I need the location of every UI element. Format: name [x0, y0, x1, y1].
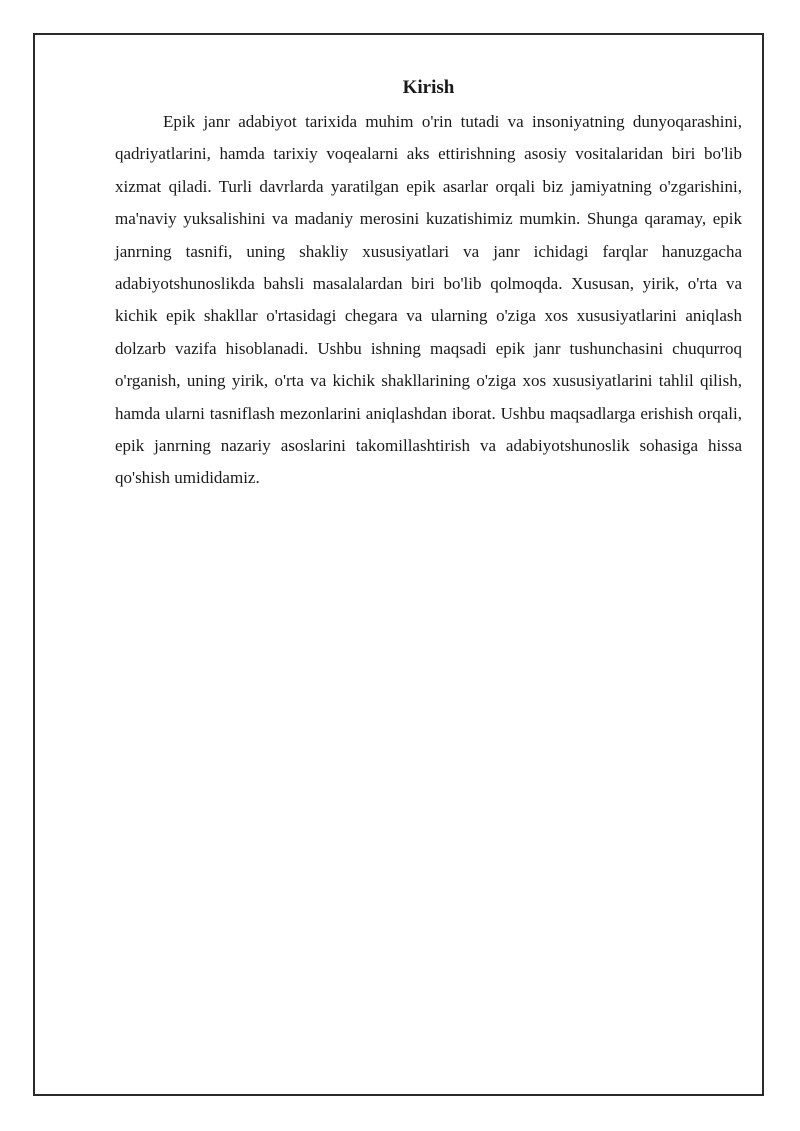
- document-body: [115, 74, 742, 495]
- document-title: Kirish: [402, 77, 455, 98]
- introduction-paragraph: Epik janr adabiyot tarixida muhim o'rin tutadi va insoniyatning dunyoqarashini, qadriyatlarini, hamda tarixiy voqealarni aks ettirishning asosiy vositalaridan biri bo'lib xizmat qiladi. Turli davrlarda yaratilgan epik asarlar orqali biz jamiyatning o'zgarishini, ma'naviy yuksalishini va madaniy merosini kuzatishimiz mumkin. Shunga qaramay, epik janrning tasnifi, uning shakliy xususiyatlari va janr ichidagi farqlar hanuzgacha adabiyotshunoslikda bahsli masalalardan biri bo'lib qolmoqda. Xususan, yirik, o'rta va kichik epik shakllar o'rtasidagi chegara va ularning o'ziga xos xususiyatlarini aniqlash dolzarb vazifa hisoblanadi. Ushbu ishning maqsadi epik janr tushunchasini chuqurroq o'rganish, uning yirik, o'rta va kichik shakllarining o'ziga xos xususiyatlarini tahlil qilish, hamda ularni tasniflash mezonlarini aniqlashdan iborat. Ushbu maqsadlarga erishish orqali, epik janrning nazariy asoslarini takomillashtirish va adabiyotshunoslik sohasiga hissa qo'shish umididamiz.: [115, 112, 742, 488]
